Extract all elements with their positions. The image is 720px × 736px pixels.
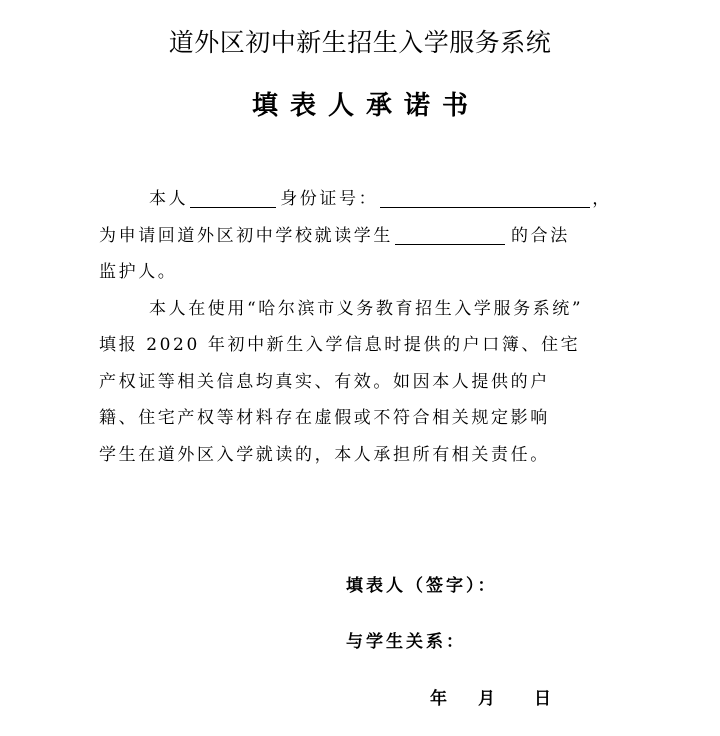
paragraph1-line1 bbox=[99, 181, 624, 218]
paragraph2-line5: 学生在道外区入学就读的，本人承担所有相关责任。 bbox=[99, 444, 550, 465]
relation-label: 与学生关系： bbox=[346, 632, 466, 652]
date-year: 年 bbox=[430, 689, 450, 709]
paragraph1-line3: 监护人。 bbox=[99, 262, 178, 282]
date-month: 月 bbox=[478, 689, 498, 709]
id-number-label: 身份证号： bbox=[280, 189, 379, 209]
document-subtitle: 填表人承诺书 bbox=[251, 91, 480, 121]
paragraph2-line3: 产权证等相关信息均真实、有效。如因本人提供的户 bbox=[99, 371, 550, 392]
id-number-blank[interactable] bbox=[380, 185, 590, 208]
document-title: 道外区初中新生招生入学服务系统 bbox=[168, 28, 552, 57]
signature-date bbox=[430, 687, 554, 711]
student-label: 为申请回道外区初中学校就读学生 bbox=[99, 225, 393, 246]
pledge-body bbox=[99, 181, 624, 473]
paragraph2-line2: 填报 2020 年初中新生入学信息时提供的户口簿、住宅 bbox=[99, 335, 581, 355]
date-day: 日 bbox=[534, 689, 554, 709]
comma: ， bbox=[592, 189, 612, 209]
student-name-blank[interactable] bbox=[395, 222, 505, 245]
filler-signature-label: 填表人（签字）： bbox=[346, 576, 498, 596]
name-blank[interactable] bbox=[190, 185, 276, 208]
legal-label: 的合法 bbox=[511, 225, 570, 246]
self-label: 本人 bbox=[149, 189, 189, 209]
paragraph1-line2 bbox=[99, 218, 624, 255]
paragraph2-line4: 籍、住宅产权等材料存在虚假或不符合相关规定影响 bbox=[99, 408, 550, 428]
paragraph2-line1: 本人在使用“哈尔滨市义务教育招生入学服务系统” bbox=[149, 298, 584, 319]
